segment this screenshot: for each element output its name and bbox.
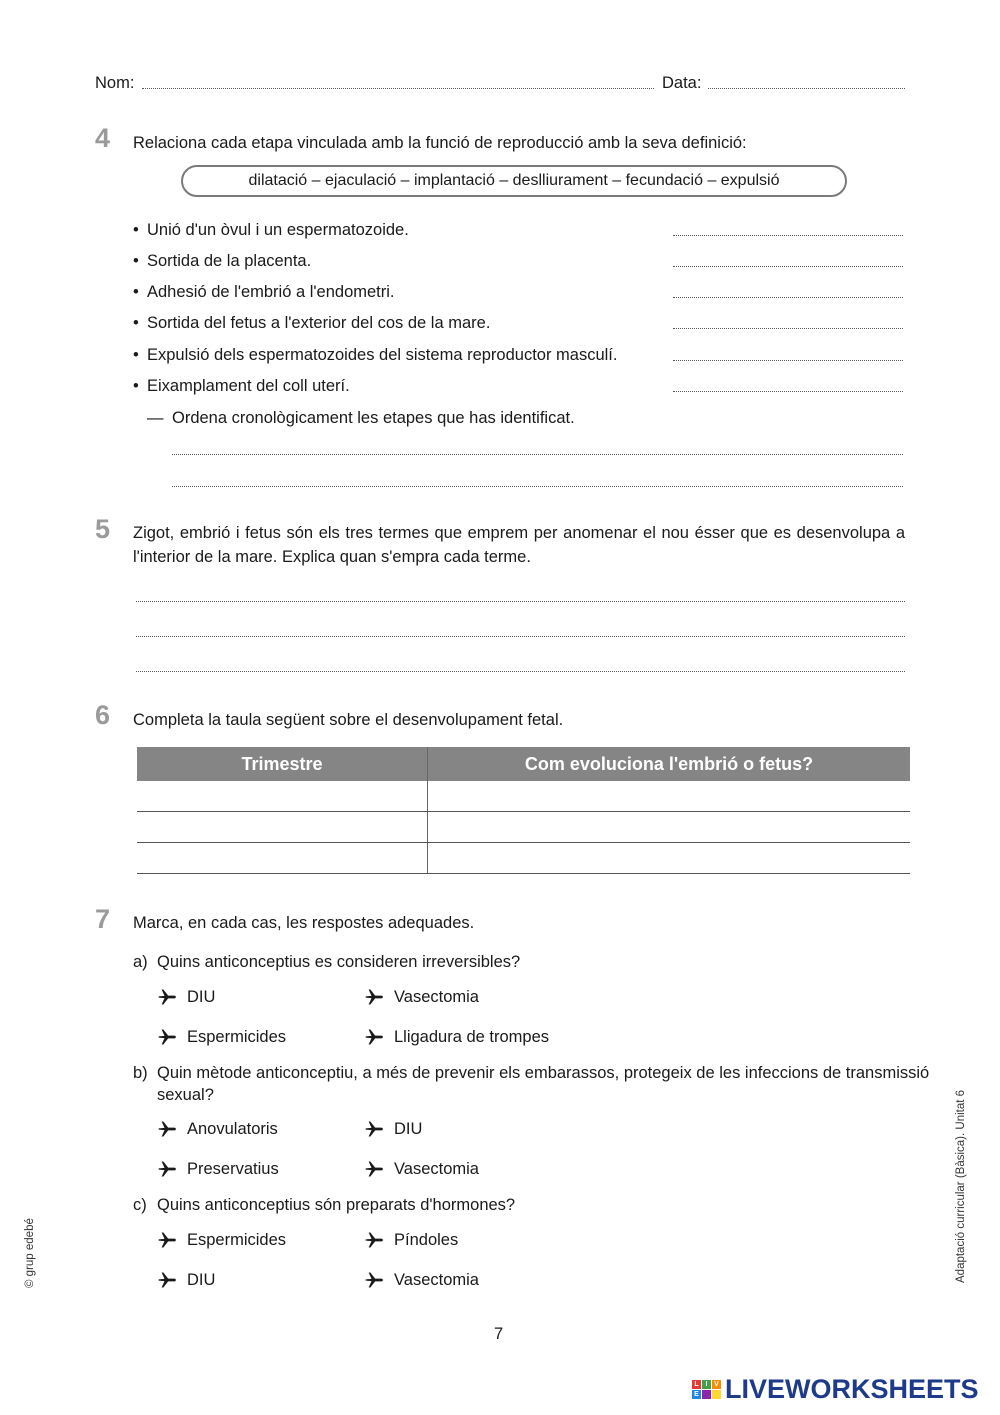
name-label: Nom: [95,74,135,92]
option-label: Espermicides [187,1231,287,1249]
question-7a-text: Quins anticonceptius es consideren irreversibles? [157,953,521,971]
definition-item: Sortida de la placenta. [147,252,312,270]
question-7-prompt: Marca, en cada cas, les respostes adequades. [133,914,475,932]
liveworksheets-logo[interactable] [692,1374,979,1405]
question-7b-text-line2: sexual? [157,1086,214,1104]
page-number: 7 [494,1325,504,1343]
airplane-icon [364,1159,384,1179]
answer-field[interactable] [673,360,903,361]
bullet-icon: • [133,377,139,395]
definition-item: Adhesió de l'embrió a l'endometri. [147,283,395,301]
table-header-evolution: Com evoluciona l'embrió o fetus? [428,747,911,781]
option-label: Vasectomia [394,988,479,1006]
question-7-number: 7 [95,904,111,934]
question-7b-text-line1: Quin mètode anticonceptiu, a més de prevenir els embarassos, protegeix de les infeccions de transmissió [157,1064,930,1082]
airplane-icon [157,1027,177,1047]
option-label: DIU [187,988,216,1006]
airplane-icon [157,1119,177,1139]
table-cell-trimester[interactable] [137,843,428,874]
table-row [137,781,910,812]
logo-text: LIVEWORKSHEETS [725,1374,979,1404]
option-label: Píndoles [394,1231,459,1249]
date-field[interactable] [708,88,905,89]
airplane-icon [364,1230,384,1250]
definition-item: Eixamplament del coll uterí. [147,377,350,395]
question-7b-label: b) [133,1064,148,1082]
question-6-number: 6 [95,700,111,730]
option-7a-4[interactable] [364,1027,549,1047]
table-cell-evolution[interactable] [428,843,911,874]
airplane-icon [157,1159,177,1179]
option-7c-1[interactable] [157,1230,286,1250]
order-answer-line[interactable] [172,454,903,455]
question-5-prompt-line2: l'interior de la mare. Explica quan s'empra cada terme. [133,548,531,566]
subtask-dash: — [147,409,164,427]
option-label: DIU [394,1120,423,1138]
airplane-icon [364,1270,384,1290]
option-7c-4[interactable] [364,1270,479,1290]
logo-badge-icon: L I V E [692,1380,721,1399]
order-answer-line[interactable] [172,486,903,487]
table-header-trimester: Trimestre [137,747,428,781]
explanation-answer-line[interactable] [136,671,905,672]
option-label: DIU [187,1271,216,1289]
option-label: Lligadura de trompes [394,1028,550,1046]
date-label: Data: [662,74,702,92]
airplane-icon [157,1270,177,1290]
table-row [137,812,910,843]
option-label: Espermicides [187,1028,287,1046]
option-7b-3[interactable] [157,1159,279,1179]
option-label: Vasectomia [394,1160,479,1178]
question-4-number: 4 [95,123,111,153]
question-6-prompt: Completa la taula següent sobre el desenvolupament fetal. [133,711,564,729]
copyright-text: © grup edebé [24,1218,36,1288]
question-7c-text: Quins anticonceptius són preparats d'hormones? [157,1196,516,1214]
bullet-icon: • [133,221,139,239]
definition-item: Sortida del fetus a l'exterior del cos de la mare. [147,314,491,332]
subtask-prompt: Ordena cronològicament les etapes que has identificat. [172,409,575,427]
answer-field[interactable] [673,297,903,298]
option-7a-1[interactable] [157,987,215,1007]
option-7b-4[interactable] [364,1159,479,1179]
bullet-icon: • [133,252,139,270]
table-cell-trimester[interactable] [137,812,428,843]
airplane-icon [157,1230,177,1250]
airplane-icon [364,1119,384,1139]
explanation-answer-line[interactable] [136,636,905,637]
bullet-icon: • [133,314,139,332]
option-label: Vasectomia [394,1271,479,1289]
definition-item: Unió d'un òvul i un espermatozoide. [147,221,409,239]
option-7a-2[interactable] [364,987,479,1007]
answer-field[interactable] [673,391,903,392]
unit-side-text: Adaptació curricular (Bàsica). Unitat 6 [955,1089,967,1283]
table-cell-evolution[interactable] [428,781,911,812]
option-7a-3[interactable] [157,1027,286,1047]
definition-item: Expulsió dels espermatozoides del sistema reproductor masculí. [147,346,618,364]
table-cell-trimester[interactable] [137,781,428,812]
name-field[interactable] [142,88,654,89]
option-7c-2[interactable] [364,1230,458,1250]
bullet-icon: • [133,283,139,301]
airplane-icon [364,1027,384,1047]
question-5-prompt-line1: Zigot, embrió i fetus són els tres termes que emprem per anomenar el nou ésser que es desenvolupa a [133,524,905,542]
bullet-icon: • [133,346,139,364]
answer-field[interactable] [673,266,903,267]
option-7c-3[interactable] [157,1270,215,1290]
airplane-icon [364,987,384,1007]
fetal-development-table [137,747,910,874]
word-bank-text: dilatació – ejaculació – implantació – deslliurament – fecundació – expulsió [248,172,780,189]
table-row [137,843,910,874]
table-cell-evolution[interactable] [428,812,911,843]
question-4-prompt: Relaciona cada etapa vinculada amb la funció de reproducció amb la seva definició: [133,134,747,152]
question-7a-label: a) [133,953,148,971]
question-5-number: 5 [95,514,111,544]
option-7b-1[interactable] [157,1119,278,1139]
question-7c-label: c) [133,1196,147,1214]
airplane-icon [157,987,177,1007]
word-bank [181,165,847,197]
option-label: Preservatius [187,1160,279,1178]
explanation-answer-line[interactable] [136,601,905,602]
answer-field[interactable] [673,235,903,236]
option-label: Anovulatoris [187,1120,278,1138]
option-7b-2[interactable] [364,1119,422,1139]
answer-field[interactable] [673,328,903,329]
